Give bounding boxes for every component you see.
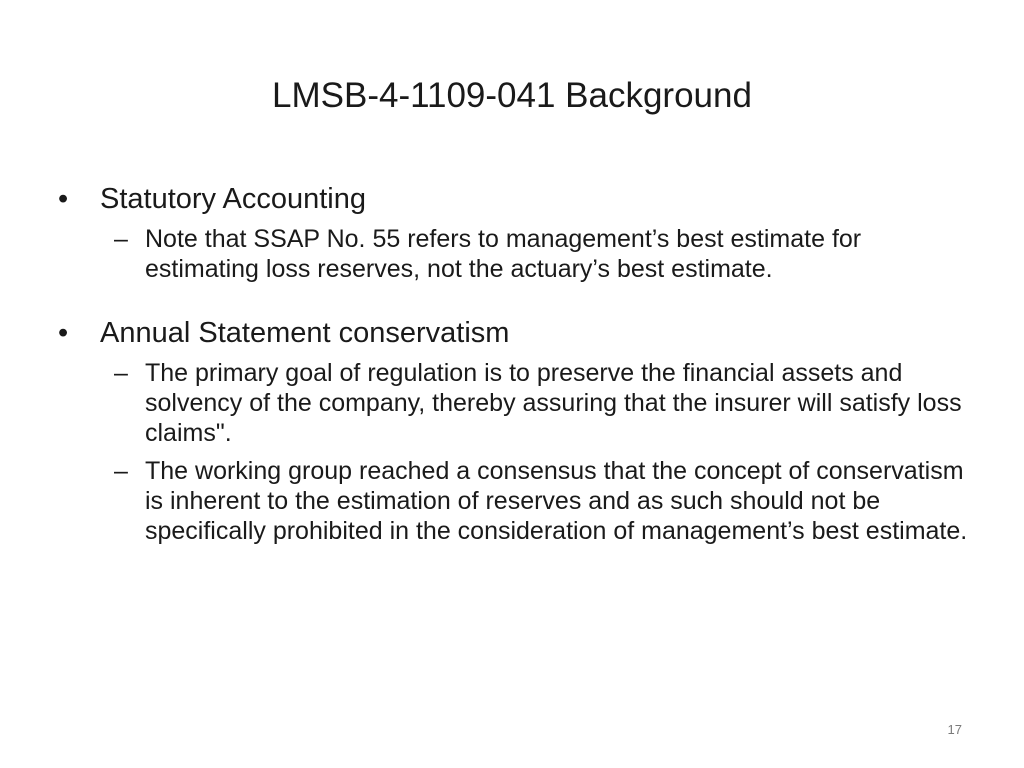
slide-title: LMSB-4-1109-041 Background bbox=[272, 76, 752, 115]
section-spacer bbox=[58, 292, 978, 314]
sub-bullet-ssap-note: – Note that SSAP No. 55 refers to management’s best estimate for estimating loss reserves, not the actuary’s best estimate. bbox=[58, 224, 978, 284]
page-number: 17 bbox=[947, 722, 962, 737]
bullet-statutory-accounting: • Statutory Accounting bbox=[58, 180, 978, 218]
bullet-list bbox=[58, 180, 978, 554]
sub-bullet-working-group-consensus: – The working group reached a consensus that the concept of conservatism is inherent to the estimation of reserves and as such should not be specifically prohibited in the consideration of management’s best estimate. bbox=[58, 456, 978, 546]
sub-bullet-regulation-goal: – The primary goal of regulation is to preserve the financial assets and solvency of the company, thereby assuring that the insurer will satisfy loss claims". bbox=[58, 358, 978, 448]
bullet-annual-statement-conservatism: • Annual Statement conservatism bbox=[58, 314, 978, 352]
